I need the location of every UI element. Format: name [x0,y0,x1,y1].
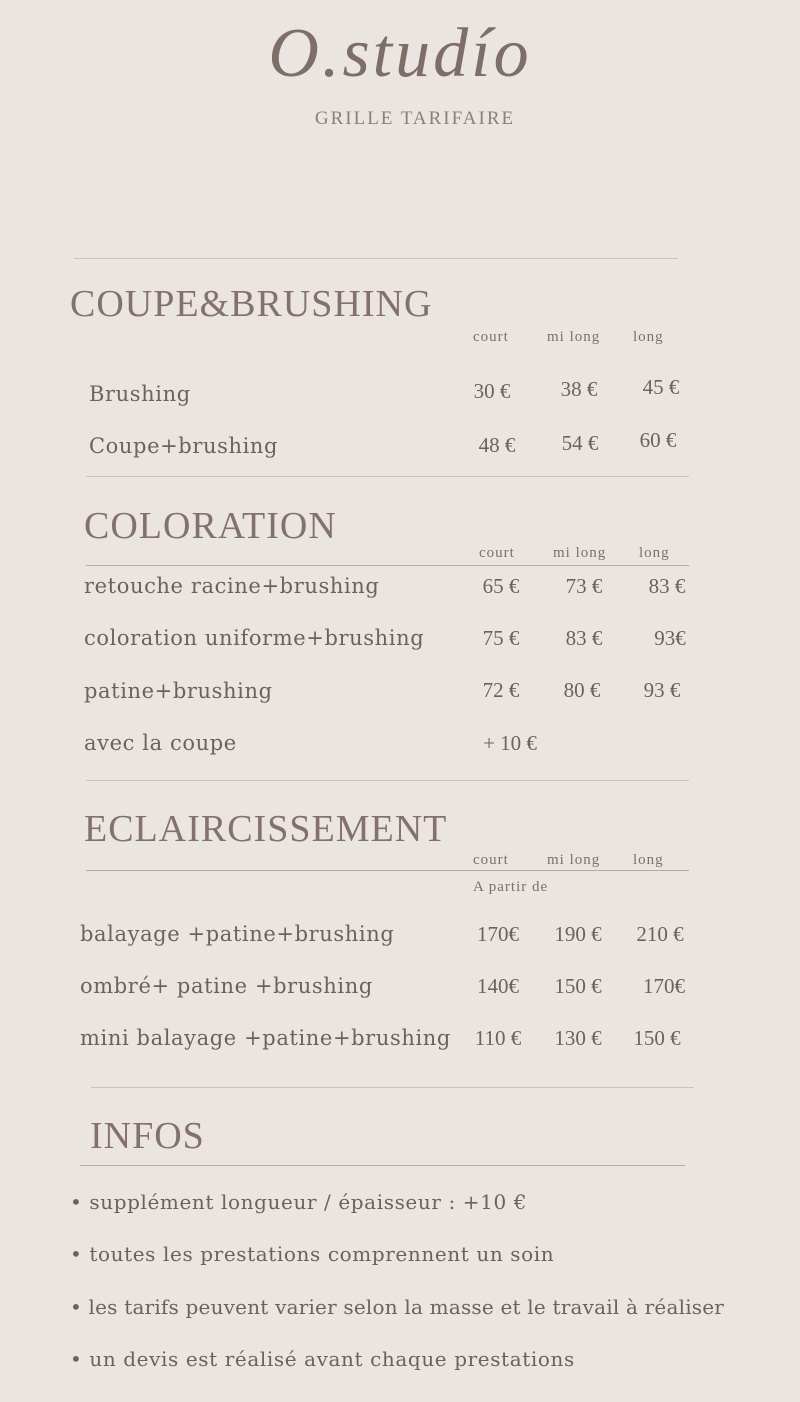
info-item: • toutes les prestations comprennent un soin [70,1242,555,1266]
col-head-court: court [473,852,509,868]
price-row-label: Brushing [89,382,191,406]
info-item: • supplément longueur / épaisseur : +10 € [70,1190,528,1214]
divider [86,780,689,781]
price-mi-long: 73 € [565,574,603,598]
section-title-coloration: COLORATION [84,505,337,547]
col-head-mi-long: mi long [547,852,601,868]
price-court: 30 € [473,379,511,403]
price-long: 45 € [642,375,680,399]
col-head-long: long [639,545,670,561]
price-court: 65 € [482,574,520,598]
price-long: 150 € [633,1026,681,1050]
from-label: A partir de [473,879,549,895]
price-row-label: coloration uniforme+brushing [84,626,425,650]
col-head-court: court [479,545,515,561]
col-head-mi-long: mi long [553,545,607,561]
price-long: 83 € [648,574,686,598]
price-court: 140€ [477,974,519,998]
price-row-label: ombré+ patine +brushing [80,974,373,998]
divider [91,1087,694,1088]
price-long: 93€ [654,626,686,650]
price-row-label: retouche racine+brushing [84,574,380,598]
price-long: 170€ [643,974,685,998]
col-head-mi-long: mi long [547,329,601,345]
price-court: 170€ [477,922,519,946]
price-court: 48 € [478,433,516,457]
price-mi-long: 130 € [554,1026,602,1050]
price-long: 93 € [643,678,681,702]
col-head-court: court [473,329,509,345]
price-row-label: Coupe+brushing [89,434,279,458]
price-row-label: balayage +patine+brushing [80,922,395,946]
price-long: 210 € [636,922,684,946]
price-mi-long: 190 € [554,922,602,946]
divider [86,565,689,566]
divider [80,1165,685,1166]
price-row-label: patine+brushing [84,679,273,703]
section-title-eclaircissement: ECLAIRCISSEMENT [84,808,448,850]
col-head-long: long [633,329,664,345]
price-extra: + 10 € [483,731,537,755]
col-head-long: long [633,852,664,868]
info-item: • les tarifs peuvent varier selon la masse et le travail à réaliser [70,1295,725,1319]
section-title-infos: INFOS [90,1115,205,1157]
price-row-label: mini balayage +patine+brushing [80,1026,451,1050]
info-item: • un devis est réalisé avant chaque prestations [70,1347,575,1371]
price-row-label: avec la coupe [84,731,237,755]
price-mi-long: 83 € [565,626,603,650]
brand-logo: O.studío [268,15,532,92]
section-title-coupe: COUPE&BRUSHING [70,283,433,325]
divider [74,258,678,259]
page-subtitle: GRILLE TARIFAIRE [314,108,516,129]
price-court: 75 € [482,626,520,650]
price-mi-long: 80 € [563,678,601,702]
divider [86,476,689,477]
price-mi-long: 150 € [554,974,602,998]
price-mi-long: 38 € [560,377,598,401]
price-court: 72 € [482,678,520,702]
price-mi-long: 54 € [561,431,599,455]
divider [86,870,689,871]
price-long: 60 € [639,428,677,452]
price-court: 110 € [474,1026,522,1050]
